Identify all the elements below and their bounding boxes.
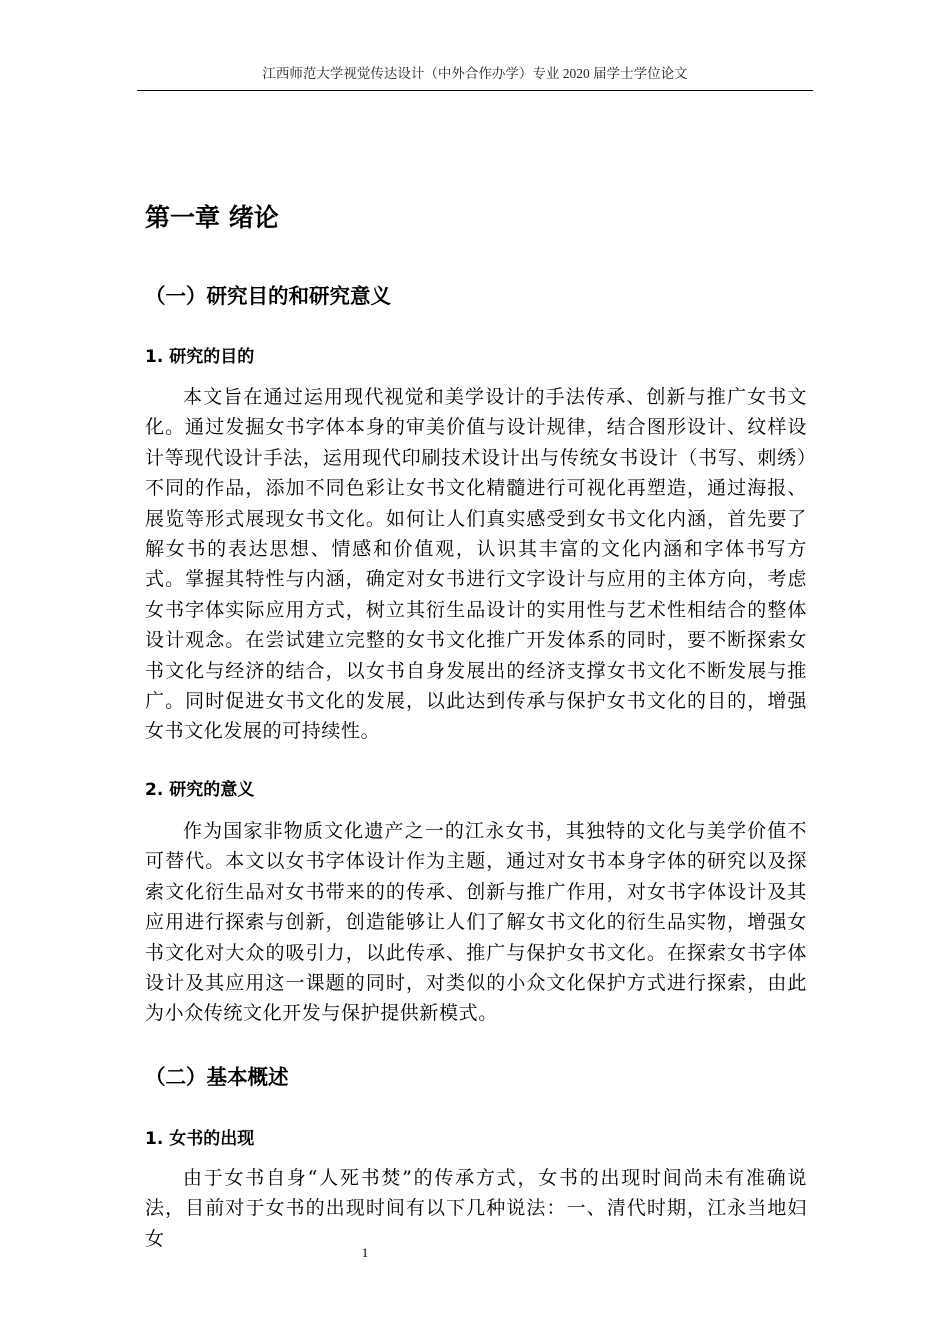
subsection-title-nushu-origin: 1. 女书的出现 — [145, 1129, 255, 1149]
subsection-title-research-significance: 2. 研究的意义 — [145, 780, 255, 800]
paragraph-research-significance: 作为国家非物质文化遗产之一的江永女书，其独特的文化与美学价值不可替代。本文以女书字体设计作为主题，通过对女书本身字体的研究以及探索文化衍生品对女书带来的的传承、创新与推广作用，对女书字体设计及其应用进行探索与创新，创造能够让人们了解女书文化的衍生品实物，增强女书文化对大众的吸引力，以此传承、推广与保护女书文化。在探索女书字体设计及其应用这一课题的同时，对类似的小众文化保护方式进行探索，由此为小众传统文化开发与保护提供新模式。 — [145, 820, 807, 1025]
running-header-text: 江西师范大学视觉传达设计（中外合作办学）专业 2020 届学士学位论文 — [262, 66, 688, 81]
section-title-research-purpose: （一）研究目的和研究意义 — [145, 284, 391, 308]
chapter-title: 第一章 绪论 — [145, 203, 279, 232]
paragraph-research-goal: 本文旨在通过运用现代视觉和美学设计的手法传承、创新与推广女书文化。通过发掘女书字体本身的审美价值与设计规律，结合图形设计、纹样设计等现代设计手法，运用现代印刷技术设计出与传统女书设计（书写、刺绣）不同的作品，添加不同色彩让女书文化精髓进行可视化再塑造，通过海报、展览等形式展现女书文化。如何让人们真实感受到女书文化内涵，首先要了解女书的表达思想、情感和价值观，认识其丰富的文化内涵和字体书写方式。掌握其特性与内涵，确定对女书进行文字设计与应用的主体方向，考虑女书字体实际应用方式，树立其衍生品设计的实用性与艺术性相结合的整体设计观念。在尝试建立完整的女书文化推广开发体系的同时，要不断探索女书文化与经济的结合，以女书自身发展出的经济支撑女书文化不断发展与推广。同时促进女书文化的发展，以此达到传承与保护女书文化的目的，增强女书文化发展的可持续性。 — [145, 386, 807, 743]
page-number: 1 — [361, 1245, 369, 1260]
subsection-title-research-goal: 1. 研究的目的 — [145, 347, 255, 367]
running-header — [137, 64, 813, 91]
paragraph-nushu-origin: 由于女书自身“人死书焚”的传承方式，女书的出现时间尚未有准确说法，目前对于女书的出现时间有以下几种说法：一、清代时期，江永当地妇女 — [145, 1167, 807, 1250]
section-title-overview: （二）基本概述 — [145, 1065, 289, 1089]
